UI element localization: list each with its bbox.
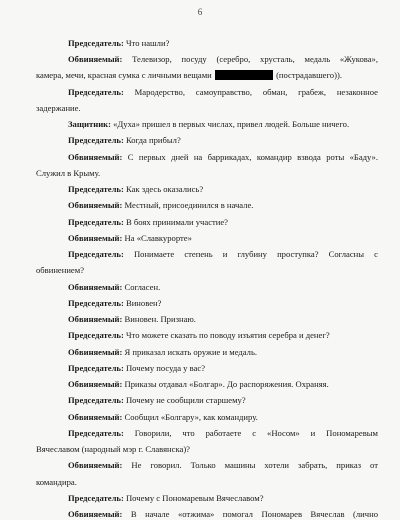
speech-text: камера, мечи, красная сумка с личными вещами	[36, 70, 212, 80]
dialogue-line	[68, 119, 378, 130]
speaker-label: Председатель:	[68, 493, 124, 503]
speech-text: Мародерство, самоуправство, обман, грабеж, незаконное	[123, 87, 378, 97]
dialogue-line	[68, 460, 378, 471]
dialogue-line	[68, 87, 378, 98]
speaker-label: Обвиняемый:	[68, 412, 123, 422]
speaker-label: Председатель:	[68, 217, 124, 227]
speech-text: В боях принимали участие?	[123, 217, 228, 227]
dialogue-line	[68, 314, 378, 325]
speaker-label: Защитник:	[68, 119, 111, 129]
dialogue-line	[68, 330, 378, 341]
speaker-label: Председатель:	[68, 184, 124, 194]
dialogue-line	[68, 233, 378, 244]
dialogue-line	[36, 477, 378, 488]
speaker-label: Председатель:	[68, 38, 124, 48]
speaker-label: Обвиняемый:	[68, 152, 123, 162]
dialogue-line	[68, 379, 378, 390]
dialogue-line	[68, 54, 378, 65]
speaker-label: Обвиняемый:	[68, 200, 123, 210]
dialogue-line	[68, 152, 378, 163]
speaker-label: Обвиняемый:	[68, 314, 123, 324]
speech-text: задержание.	[36, 103, 81, 113]
dialogue-line	[36, 444, 378, 455]
speaker-label: Председатель:	[68, 330, 124, 340]
speech-text: Приказы отдавал «Болгар». До распоряжения. Охраняя.	[122, 379, 329, 389]
speaker-label: Обвиняемый:	[68, 54, 123, 64]
speech-text: Говорили, что работаете с «Носом» и Пономаревым	[123, 428, 378, 438]
speech-text: «Духа» пришел в первых числах, привел людей. Больше ничего.	[110, 119, 350, 129]
dialogue-line	[68, 412, 378, 423]
speaker-label: Председатель:	[68, 135, 124, 145]
speech-text: Виновен?	[123, 298, 162, 308]
speaker-label: Обвиняемый:	[68, 379, 123, 389]
speaker-label: Обвиняемый:	[68, 509, 123, 519]
speech-text: Виновен. Признаю.	[122, 314, 196, 324]
dialogue-line	[68, 347, 378, 358]
page-number: 6	[197, 7, 203, 17]
speech-text: Понимаете степень и глубину проступка? Согласны с	[123, 249, 378, 259]
redaction-bar	[215, 70, 273, 80]
speech-text: Что можете сказать по поводу изъятия серебра и денег?	[123, 330, 330, 340]
dialogue-line	[36, 168, 378, 179]
speech-text: Когда прибыл?	[123, 135, 181, 145]
dialogue-line	[68, 38, 378, 49]
speech-text: Почему посуда у вас?	[123, 363, 206, 373]
dialogue-line	[68, 428, 378, 439]
dialogue-line	[68, 217, 378, 228]
speech-text: На «Славкурорте»	[122, 233, 192, 243]
speaker-label: Обвиняемый:	[68, 282, 123, 292]
speech-text: Не говорил. Только машины хотели забрать, приказ от	[122, 460, 378, 470]
speaker-label: Председатель:	[68, 428, 124, 438]
dialogue-line	[68, 249, 378, 260]
speaker-label: Обвиняемый:	[68, 460, 123, 470]
speech-text: Почему с Пономаревым Вячеславом?	[123, 493, 264, 503]
speech-text: В начале «отжима» помогал Пономарев Вячеслав (лично	[122, 509, 378, 519]
speaker-label: Председатель:	[68, 87, 124, 97]
speaker-label: Обвиняемый:	[68, 233, 123, 243]
speech-text: С первых дней на баррикадах, командир взвода роты «Баду».	[122, 152, 378, 162]
speech-text: Местный, присоединился в начале.	[122, 200, 254, 210]
speech-text: Почему не сообщили старшему?	[123, 395, 246, 405]
dialogue-line	[68, 493, 378, 504]
speech-text: Что нашли?	[123, 38, 170, 48]
dialogue-line	[68, 282, 378, 293]
dialogue-line	[68, 184, 378, 195]
dialogue-line	[68, 363, 378, 374]
dialogue-line	[68, 200, 378, 211]
speech-text: обвинением?	[36, 265, 85, 275]
speech-text: Служил в Крыму.	[36, 168, 101, 178]
speaker-label: Председатель:	[68, 298, 124, 308]
speaker-label: Председатель:	[68, 363, 124, 373]
speech-text: Вячеславом (народный мэр г. Славянска)?	[36, 444, 190, 454]
speech-text: Я приказал искать оружие и медаль.	[122, 347, 258, 357]
dialogue-line	[68, 135, 378, 146]
dialogue-line	[36, 265, 378, 276]
speech-text: Как здесь оказались?	[123, 184, 204, 194]
speech-text: командира.	[36, 477, 77, 487]
speaker-label: Обвиняемый:	[68, 347, 123, 357]
dialogue-line	[36, 70, 378, 81]
dialogue-line	[68, 298, 378, 309]
dialogue-line	[68, 509, 378, 520]
speaker-label: Председатель:	[68, 395, 124, 405]
speech-text: Телевизор, посуду (серебро, хрусталь, медаль «Жукова»,	[122, 54, 378, 64]
dialogue-line	[68, 395, 378, 406]
speech-text: Сообщил «Болгару», как командиру.	[122, 412, 258, 422]
dialogue-line	[36, 103, 378, 114]
speech-text: (пострадавшего)).	[276, 70, 342, 80]
speaker-label: Председатель:	[68, 249, 124, 259]
speech-text: Согласен.	[122, 282, 161, 292]
